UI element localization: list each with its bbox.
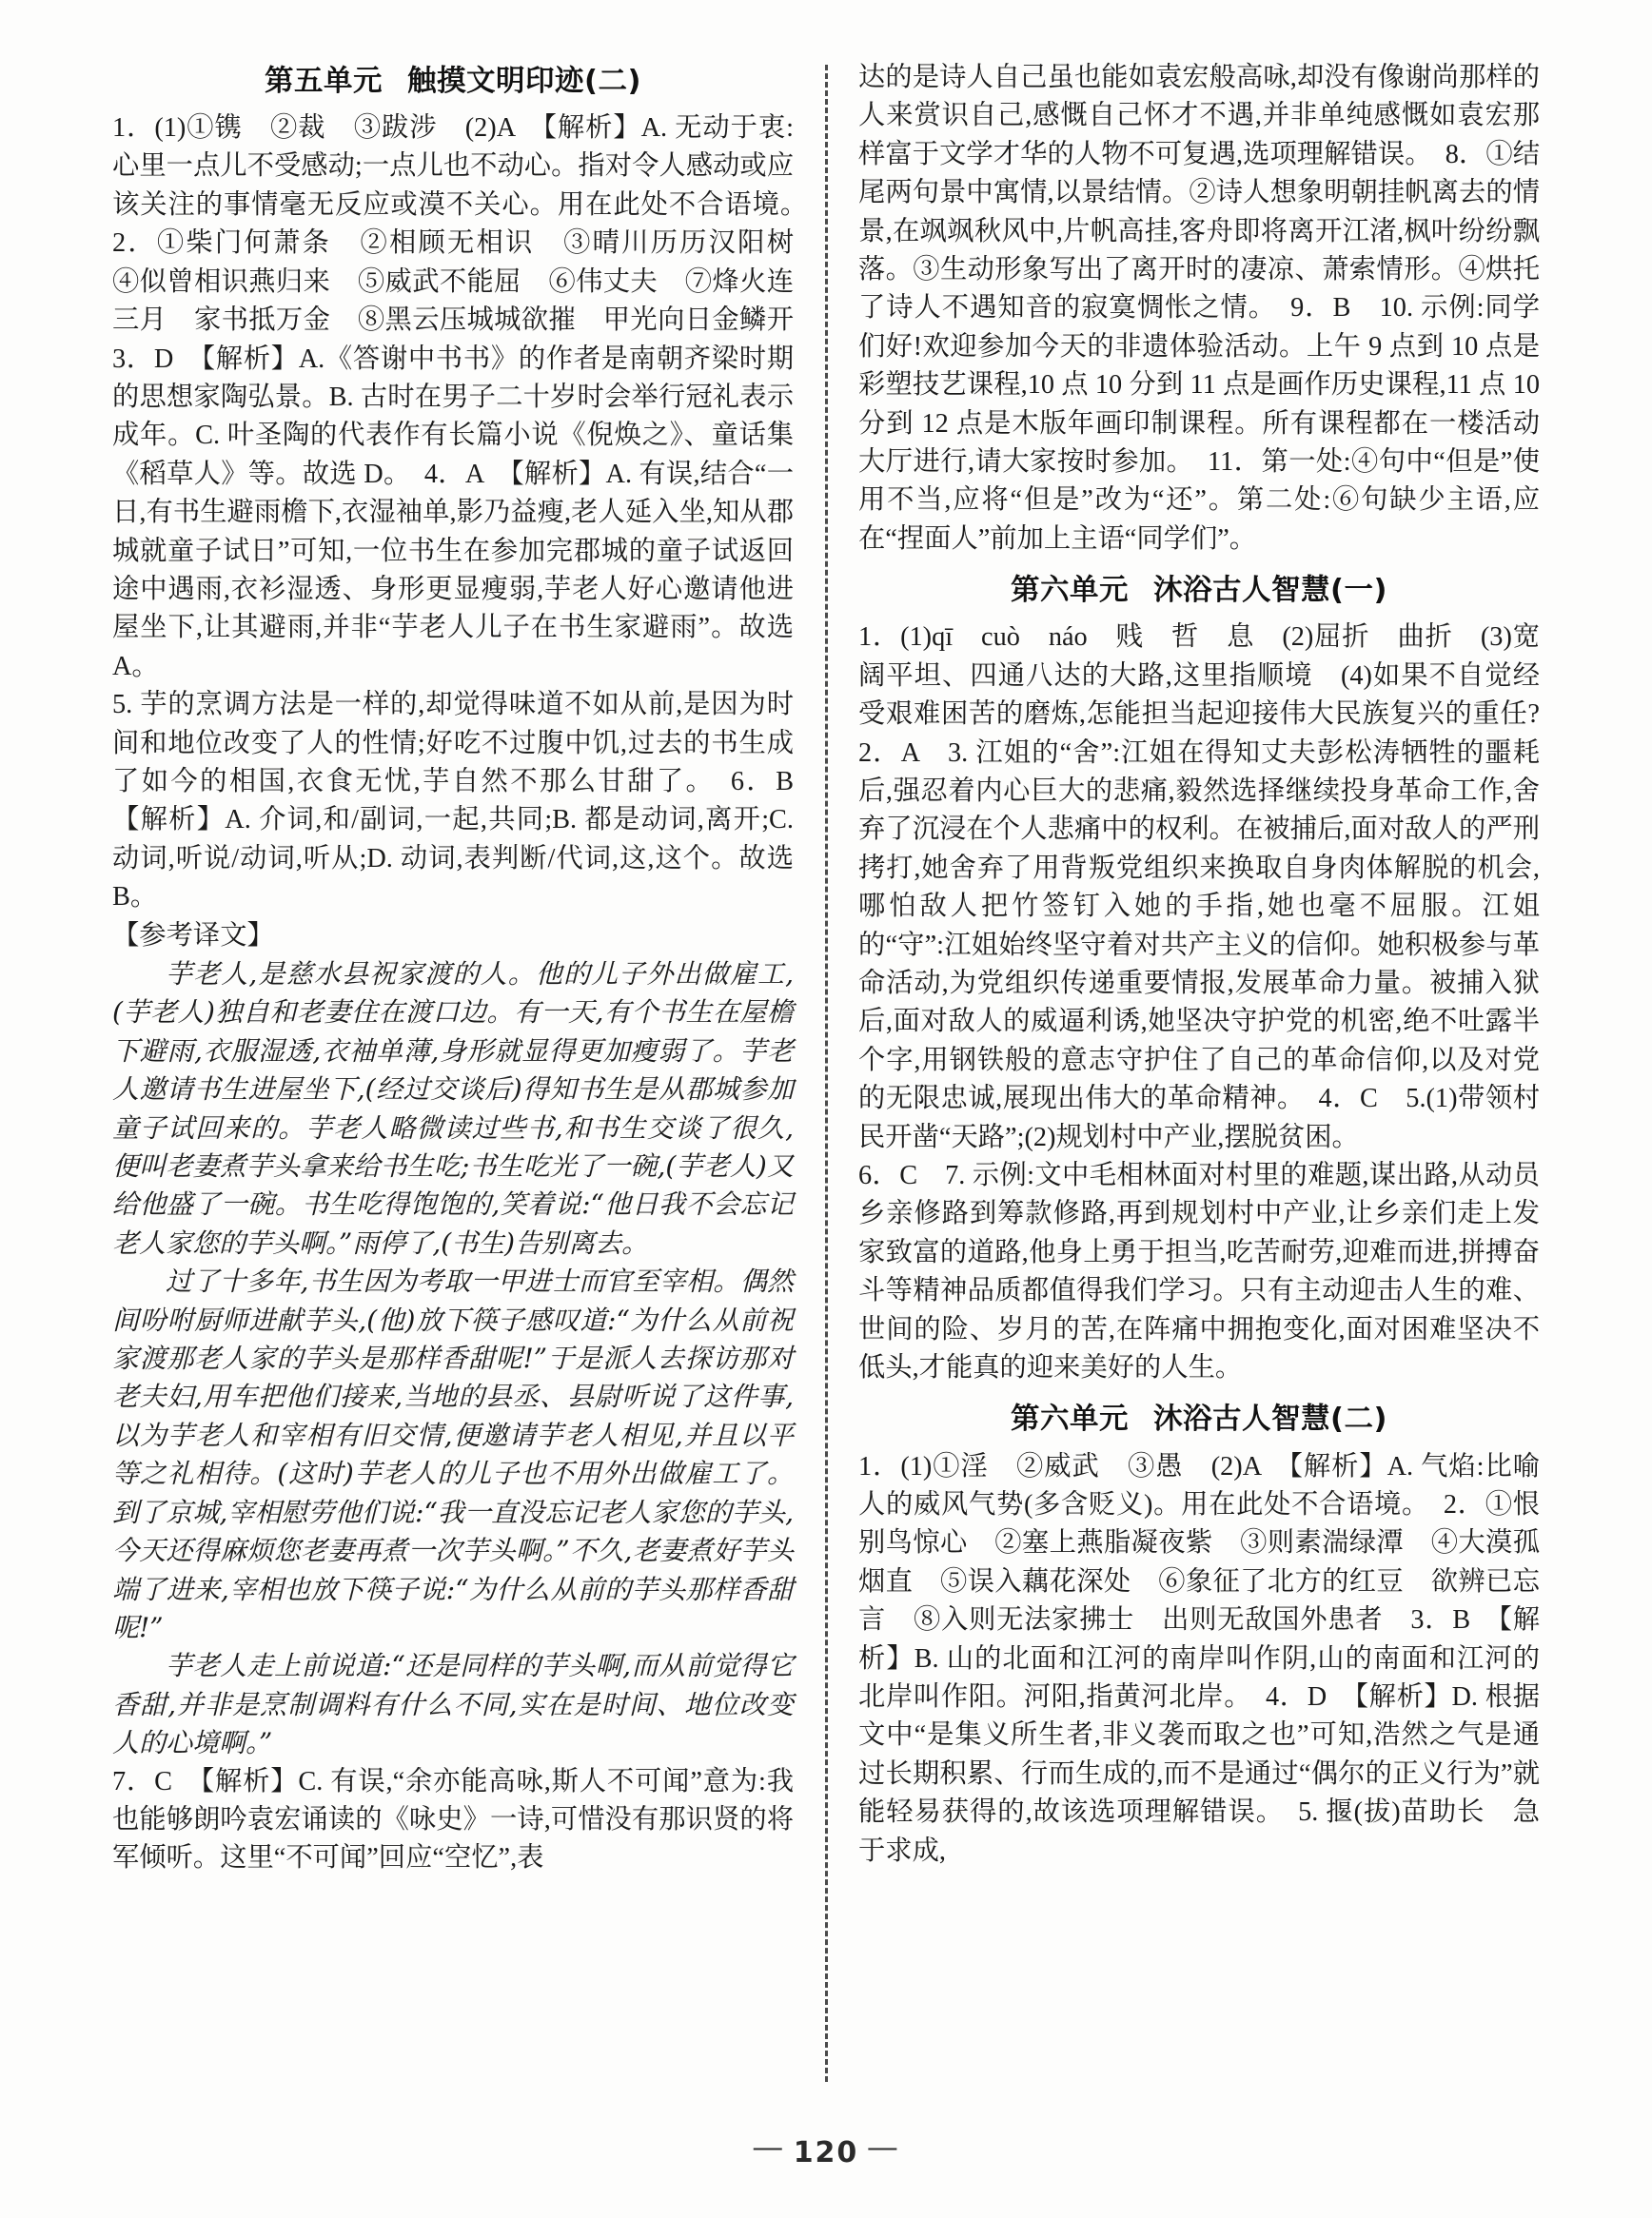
answer-block-4: 1．(1)qī cuò náo 贱 哲 息 (2)屈折 曲折 (3)宽阔平坦、四通八达的大路,这里指顺境 (4)如果不自觉经受艰难困苦的磨炼,怎能担当起迎接伟大民族复兴的重任? 2．A 3. 江姐的“舍”:江姐在得知丈夫彭松涛牺牲的噩耗后,强忍着内心巨大的悲痛,毅然选择继续投身革命工作,舍弃了沉浸在个人悲痛中的权利。在被捕后,面对敌人的严刑拷打,她舍弃了用背叛党组织来换取自身肉体解脱的机会,哪怕敌人把竹签钉入她的手指,她也毫不屈服。江姐的“守”:江姐始终坚守着对共产主义的信仰。她积极参与革命活动,为党组织传递重要情报,发展革命力量。被捕入狱后,面对敌人的威逼利诱,她坚决守护党的机密,绝不吐露半个字,用钢铁般的意志守护住了自己的革命信仰,以及对党的无限忠诚,展现出伟大的革命精神。 4．C 5.(1)带领村民开凿“天路”;(2)规划村中产业,摆脱贫困。 [858, 622, 1567, 1152]
left-column [112, 59, 821, 2076]
unit-label: 第六单元 [1011, 574, 1130, 608]
footer-dash-right: — [868, 2131, 899, 2163]
section-header-unit5-2 [112, 59, 794, 109]
translation-paragraph-2: 过了十多年,书生因为考取一甲进士而官至宰相。偶然间吩咐厨师进献芋头,(他)放下筷子感叹道:“为什么从前祝家渡那老人家的芋头是那样香甜呢!”于是派人去探访那对老夫妇,用车把他们接来,当地的县丞、县尉听说了这件事,以为芋老人和宰相有旧交情,便邀请芋老人相见,并且以平等之礼相待。(这时)芋老人的儿子也不用外出做雇工了。到了京城,宰相慰劳他们说:“我一直没忘记老人家您的芋头,今天还得麻烦您老妻再煮一次芋头啊。”不久,老妻煮好芋头端了进来,宰相也放下筷子说:“为什么从前的芋头那样香甜呢!” [112, 1266, 794, 1643]
page-number: 120 [793, 2136, 859, 2169]
translation-label: 【参考译文】 [112, 920, 274, 951]
unit-title: 沐浴古人智慧(一) [1153, 574, 1387, 608]
answer-block-2: 5. 芋的烹调方法是一样的,却觉得味道不如从前,是因为时间和地位改变了人的性情;好吃不过腹中饥,过去的书生成了如今的相国,衣食无忧,芋自然不那么甘甜了。 6．B 【解析】A. 介词,和/副词,一起,共同;B. 都是动词,离开;C. 动词,听说/动词,听从;D. 动词,表判断/代词,这,这个。故选 B。 [112, 690, 821, 913]
dotted-rule [825, 65, 828, 2082]
unit-label: 第六单元 [1011, 1403, 1130, 1437]
answer-block-1: 1．(1)①镌 ②裁 ③跋涉 (2)A 【解析】A. 无动于衷:心里一点儿不受感动;一点儿也不动心。指对令人感动或应该关注的事情毫无反应或漠不关心。用在此处不合语境。 2．①柴门何萧条 ②相顾无相识 ③晴川历历汉阳树 ④似曾相识燕归来 ⑤威武不能屈 ⑥伟丈夫 ⑦烽火连三月 家书抵万金 ⑧黑云压城城欲摧 甲光向日金鳞开 3．D 【解析】A.《答谢中书书》的作者是南朝齐梁时期的思想家陶弘景。B. 古时在男子二十岁时会举行冠礼表示成年。C. 叶圣陶的代表作有长篇小说《倪焕之》、童话集《稻草人》等。故选 D。 4．A 【解析】A. 有误,结合“一日,有书生避雨檐下,衣湿袖单,影乃益瘦,老人延入坐,知从郡城就童子试日”可知,一位书生在参加完郡城的童子试返回途中遇雨,衣衫湿透、身形更显瘦弱,芋老人好心邀请他进屋坐下,让其避雨,并非“芋老人儿子在书生家避雨”。故选 A。 [112, 113, 821, 681]
answer-block-5: 6．C 7. 示例:文中毛相林面对村里的难题,谋出路,从动员乡亲修路到筹款修路,再到规划村中产业,让乡亲们走上发家致富的道路,他身上勇于担当,吃苦耐劳,迎难而进,拼搏奋斗等精神品质都值得我们学习。只有主动迎击人生的难、世间的险、岁月的苦,在阵痛中拥抱变化,面对困难坚决不低头,才能真的迎来美好的人生。 [858, 1161, 1540, 1384]
page-footer [0, 2131, 1652, 2169]
answer-block-continued: 达的是诗人自己虽也能如袁宏般高咏,却没有像谢尚那样的人来赏识自己,感慨自己怀才不遇,并非单纯感慨如袁宏那样富于文学才华的人物不可复遇,选项理解错误。 8．①结尾两句景中寓情,以景结情。②诗人想象明朝挂帆离去的情景,在飒飒秋风中,片帆高挂,客舟即将离开江渚,枫叶纷纷飘落。③生动形象写出了离开时的凄凉、萧索情形。④烘托了诗人不遇知音的寂寞惆怅之情。 9．B 10. 示例:同学们好!欢迎参加今天的非遗体验活动。上午 9 点到 10 点是彩塑技艺课程,10 点 10 分到 11 点是画作历史课程,11 点 10 分到 12 点是木版年画印制课程。所有课程都在一楼活动大厅进行,请大家按时参加。 11．第一处:④句中“但是”使用不当,应将“但是”改为“还”。第二处:⑥句缺少主语,应在“捏面人”前加上主语“同学们”。 [858, 63, 1540, 554]
section-header-unit6-1 [858, 559, 1540, 618]
translation-paragraph-3: 芋老人走上前说道:“还是同样的芋头啊,而从前觉得它香甜,并非是烹制调料有什么不同,实在是时间、地位改变人的心境啊。” [112, 1650, 794, 1759]
column-divider [794, 59, 858, 2076]
two-column-layout [112, 59, 1567, 2076]
section-header-unit6-2 [858, 1387, 1540, 1447]
right-column [858, 59, 1567, 2076]
unit-label: 第五单元 [265, 65, 384, 98]
answer-block-6: 1．(1)①淫 ②威武 ③愚 (2)A 【解析】A. 气焰:比喻人的威风气势(多含贬义)。用在此处不合语境。 2．①恨别鸟惊心 ②塞上燕脂凝夜紫 ③则素湍绿潭 ④大漠孤烟直 ⑤误入藕花深处 ⑥象征了北方的红豆 欲辨已忘言 ⑧入则无法家拂士 出则无敌国外患者 3．B 【解析】B. 山的北面和江河的南岸叫作阴,山的南面和江河的北岸叫作阳。河阳,指黄河北岸。 4．D 【解析】D. 根据文中“是集义所生者,非义袭而取之也”可知,浩然之气是通过长期积累、行而生成的,而不是通过“偶尔的正义行为”就能轻易获得的,故该选项理解错误。 5. 揠(拔)苗助长 急于求成, [858, 1451, 1540, 1866]
translation-paragraph-1: 芋老人,是慈水县祝家渡的人。他的儿子外出做雇工,(芋老人)独自和老妻住在渡口边。有一天,有个书生在屋檐下避雨,衣服湿透,衣袖单薄,身形就显得更加瘦弱了。芋老人邀请书生进屋坐下,(经过交谈后)得知书生是从郡城参加童子试回来的。芋老人略微读过些书,和书生交谈了很久,便叫老妻煮芋头拿来给书生吃;书生吃光了一碗,(芋老人)又给他盛了一碗。书生吃得饱饱的,笑着说:“他日我不会忘记老人家您的芋头啊。”雨停了,(书生)告别离去。 [112, 958, 794, 1259]
unit-title: 沐浴古人智慧(二) [1153, 1403, 1387, 1437]
footer-dash-left: — [753, 2131, 784, 2163]
answer-block-3: 7．C 【解析】C. 有误,“余亦能高咏,斯人不可闻”意为:我也能够朗吟袁宏诵读的《咏史》一诗,可惜没有那识贤的将军倾听。这里“不可闻”回应“空忆”,表 [112, 1766, 794, 1874]
unit-title: 触摸文明印迹(二) [407, 65, 641, 98]
